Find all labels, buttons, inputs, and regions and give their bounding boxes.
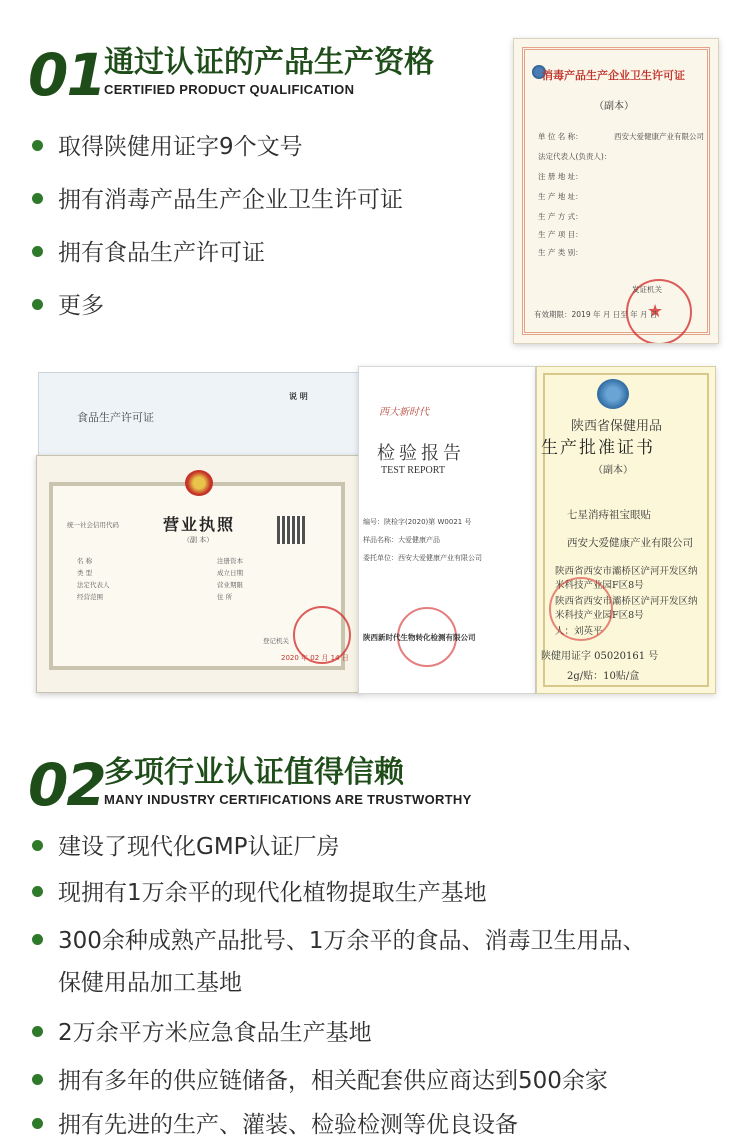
certificate-company: 西安大爱健康产业有限公司	[614, 132, 704, 141]
certificate-field: 住 所	[217, 593, 233, 601]
certificate-field: 注 册 地 址：	[538, 172, 583, 181]
section2-header	[28, 751, 548, 819]
list-item: 拥有多年的供应链储备，相关配套供应商达到500余家	[30, 1062, 646, 1106]
list-item: 2万余平方米应急食品生产基地	[30, 1014, 646, 1062]
certificate-description-title: 说 明	[289, 392, 308, 401]
certificate-field: 注册资本	[217, 557, 243, 565]
star-icon: ★	[647, 301, 664, 322]
health-product-approval-certificate	[536, 366, 716, 694]
certificate-field: 生 产 方 式：	[538, 212, 583, 221]
bullet-dot-icon	[32, 840, 43, 851]
registration-authority: 登记机关	[263, 637, 289, 645]
section2-title: 多项行业认证值得信赖	[104, 755, 404, 790]
certificate-field: 名 称	[77, 557, 93, 565]
section2-bullet-list	[30, 828, 646, 1146]
bullet-dot-icon	[32, 246, 43, 257]
certificate-date: 2020 年 02 月 14 日	[281, 654, 349, 662]
bullet-dot-icon	[32, 1074, 43, 1085]
list-item: 现拥有1万余平的现代化植物提取生产基地	[30, 874, 646, 922]
certificate-copy-label: （副本）	[594, 101, 634, 112]
bullet-dot-icon	[32, 140, 43, 151]
list-item: 拥有食品生产许可证	[30, 234, 403, 287]
certificate-field: 类 型	[77, 569, 93, 577]
report-title: 检验报告	[377, 443, 465, 464]
certificate-title: 营业执照	[163, 515, 236, 534]
bullet-dot-icon	[32, 193, 43, 204]
list-item: 取得陕健用证字9个文号	[30, 128, 403, 181]
certificate-title: 生产批准证书	[541, 438, 655, 458]
list-item: 300余种成熟产品批号、1万余平的食品、消毒卫生用品、	[30, 922, 646, 964]
report-sample: 样品名称：大爱健康产品	[363, 536, 440, 544]
section1-bullet-list	[30, 128, 403, 340]
list-item: 拥有消毒产品生产企业卫生许可证	[30, 181, 403, 234]
certificate-issuer: 发证机关	[632, 285, 662, 294]
certificate-copy-label: （副本）	[593, 465, 633, 476]
report-subtitle: TEST REPORT	[381, 465, 445, 476]
list-item-continuation: 保健用品加工基地	[58, 970, 242, 996]
certificate-field: 生 产 类 别：	[538, 248, 583, 257]
certificate-title: 消毒产品生产企业卫生许可证	[542, 69, 685, 82]
national-emblem-icon	[185, 470, 213, 496]
certificate-person: 人：刘英平	[555, 626, 603, 637]
certificate-address: 陕西省西安市灞桥区浐河开发区纳	[555, 596, 698, 607]
section1-number: 01	[28, 41, 105, 109]
qr-code-icon	[277, 516, 305, 544]
report-logo: 西大新时代	[379, 407, 429, 418]
certificate-product: 七星消痔祖宝眼贴	[567, 509, 651, 521]
certificate-field: 生 产 项 目：	[538, 230, 583, 239]
certificate-spec: 2g/贴：10贴/盒	[567, 671, 640, 682]
business-license-certificate	[36, 455, 360, 693]
globe-emblem-icon	[597, 379, 629, 409]
certificate-title: 食品生产许可证	[77, 411, 154, 424]
certificate-field: 单 位 名 称：	[538, 132, 583, 141]
list-item: 拥有先进的生产、灌装、检验检测等优良设备	[30, 1106, 646, 1146]
section1-header	[28, 41, 498, 109]
bullet-dot-icon	[32, 886, 43, 897]
list-item: 建设了现代化GMP认证厂房	[30, 828, 646, 874]
certificate-field: 法定代表人(负责人)：	[538, 152, 612, 161]
food-production-license-certificate	[38, 372, 360, 462]
red-seal-icon	[549, 577, 613, 641]
certificate-license-number: 陕健用证字 05020161 号	[541, 651, 659, 662]
report-number: 编号：陕检字(2020)第 W0021 号	[363, 518, 472, 526]
certificate-address: 米科技产业园F区8号	[555, 580, 644, 591]
certificate-address: 陕西省西安市灞桥区浐河开发区纳	[555, 566, 698, 577]
certificate-address: 米科技产业园F区8号	[555, 610, 644, 621]
bullet-dot-icon	[32, 1026, 43, 1037]
certificate-copy-label: （副 本）	[183, 536, 214, 544]
disinfection-license-certificate	[513, 38, 719, 344]
section1-title: 通过认证的产品生产资格	[104, 45, 434, 80]
section2-number: 02	[28, 751, 105, 819]
bullet-dot-icon	[32, 299, 43, 310]
certificate-field: 经营范围	[77, 593, 103, 601]
certificate-company: 西安大爱健康产业有限公司	[567, 537, 693, 549]
certificate-field: 营业期限	[217, 581, 243, 589]
section1-subtitle: CERTIFIED PRODUCT QUALIFICATION	[104, 82, 355, 97]
list-item: 更多	[30, 287, 403, 340]
certificate-org: 陕西省保健用品	[571, 419, 663, 434]
report-institution: 陕西新时代生物转化检测有限公司	[363, 633, 476, 642]
section2-subtitle: MANY INDUSTRY CERTIFICATIONS ARE TRUSTWORTHY	[104, 792, 472, 807]
certificate-field: 生 产 地 址：	[538, 192, 583, 201]
test-report-certificate	[358, 366, 536, 694]
bullet-dot-icon	[32, 1118, 43, 1129]
bullet-dot-icon	[32, 934, 43, 945]
certificate-field: 法定代表人	[77, 581, 110, 589]
certificate-field: 统一社会信用代码	[67, 521, 119, 529]
report-company: 委托单位：西安大爱健康产业有限公司	[363, 554, 482, 562]
certificate-field: 成立日期	[217, 569, 243, 577]
certificate-validity: 有效期限：2019 年 月 日至 年 月 日	[534, 310, 658, 319]
